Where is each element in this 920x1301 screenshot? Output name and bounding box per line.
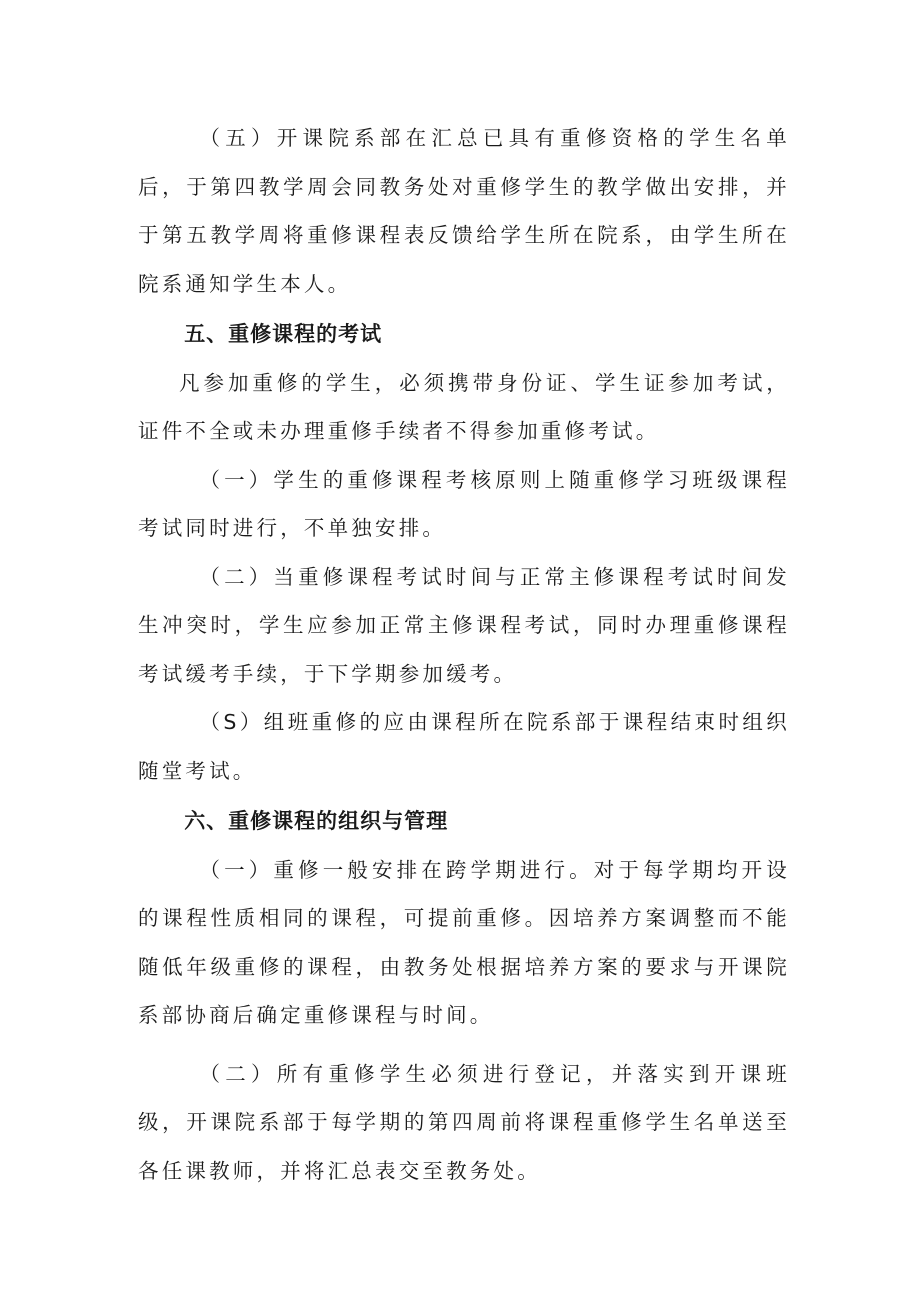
paragraph-management-item-2: （二）所有重修学生必须进行登记，并落实到开课班级，开课院系部于每学期的第四周前将课程重修学生名单送至各任课教师，并将汇总表交至教务处。 [138,1061,790,1183]
paragraph-exam-item-3: （S）组班重修的应由课程所在院系部于课程结束时组织随堂考试。 [138,710,790,783]
paragraph-management-item-1: （一）重修一般安排在跨学期进行。对于每学期均开设的课程性质相同的课程，可提前重修。因培养方案调整而不能随低年级重修的课程，由教务处根据培养方案的要求与开课院系部协商后确定重修课程与时间。 [138,857,790,1027]
paragraph-exam-item-1: （一）学生的重修课程考核原则上随重修学习班级课程考试同时进行，不单独安排。 [138,467,790,540]
section-heading-exam: 五、重修课程的考试 [184,322,383,346]
paragraph-5-course-arrangement: （五）开课院系部在汇总已具有重修资格的学生名单后，于第四教学周会同教务处对重修学生的教学做出安排，并于第五教学周将重修课程表反馈给学生所在院系，由学生所在院系通知学生本人。 [138,126,790,296]
paragraph-exam-requirements: 凡参加重修的学生，必须携带身份证、学生证参加考试，证件不全或未办理重修手续者不得参加重修考试。 [138,370,790,443]
document-page [138,114,790,1195]
section-heading-management: 六、重修课程的组织与管理 [184,809,449,833]
paragraph-exam-item-2: （二）当重修课程考试时间与正常主修课程考试时间发生冲突时，学生应参加正常主修课程考试，同时办理重修课程考试缓考手续，于下学期参加缓考。 [138,564,790,686]
